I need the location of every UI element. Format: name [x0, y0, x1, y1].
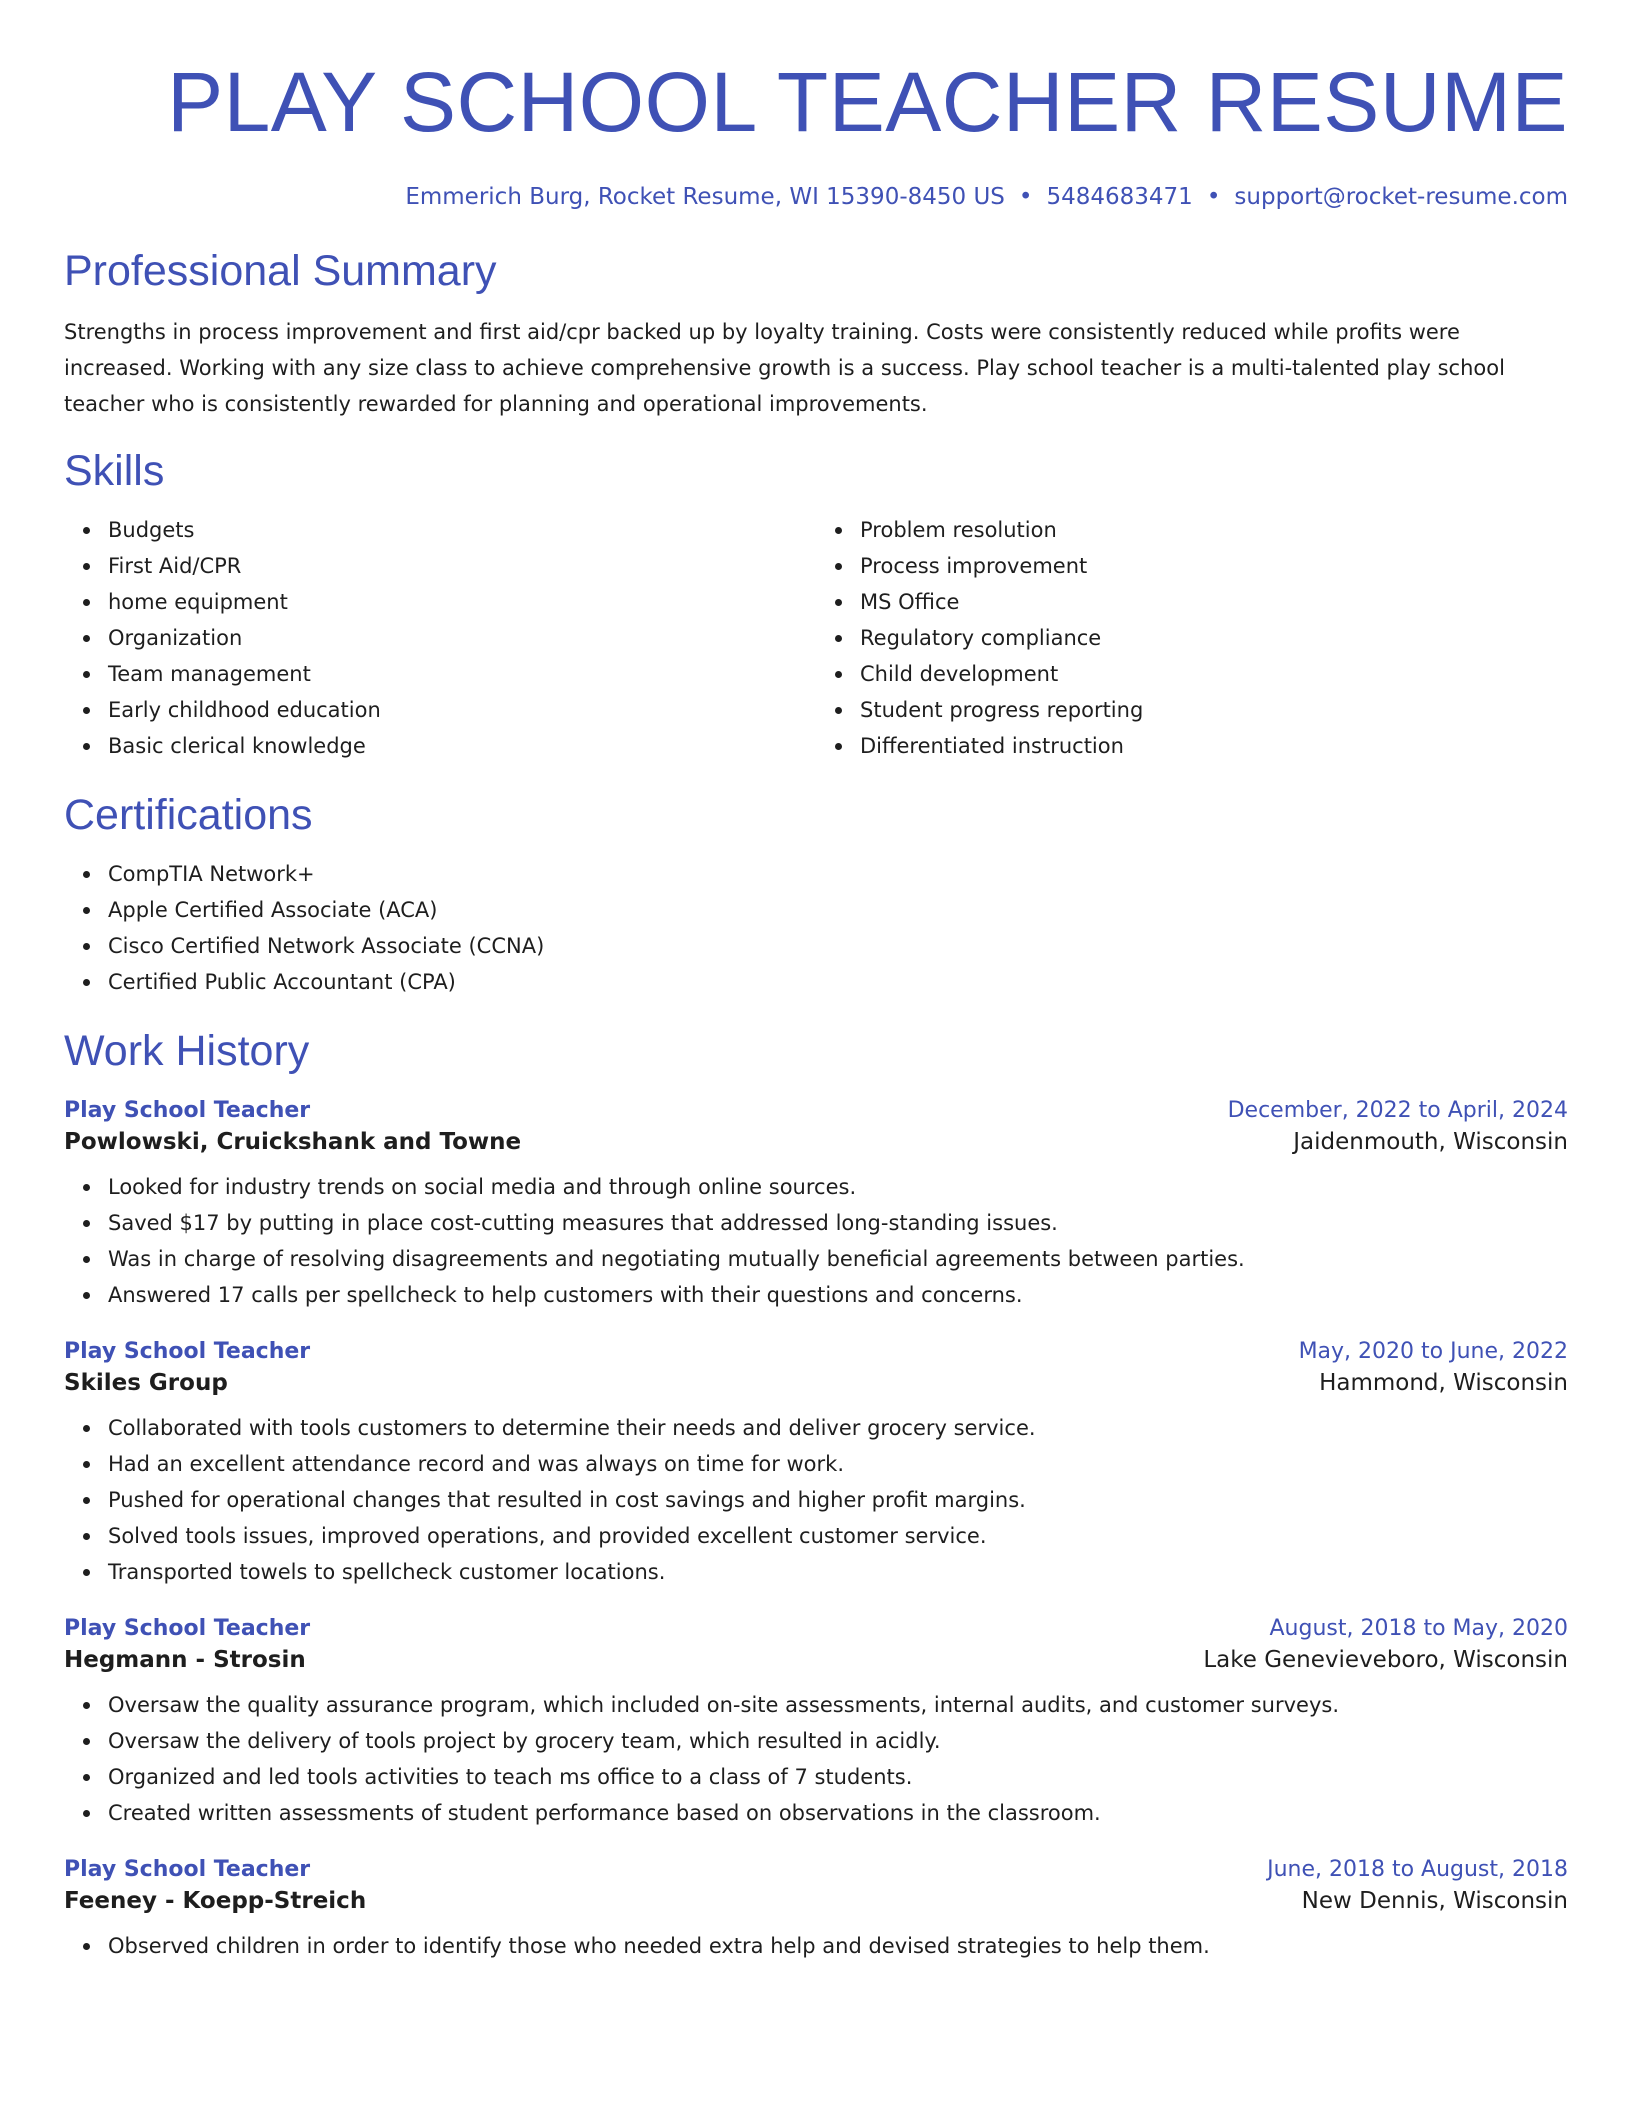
skill-item: home equipment: [108, 584, 816, 620]
skills-columns: [64, 512, 1568, 764]
job-header: [64, 1098, 1568, 1123]
summary-text: Strengths in process improvement and first aid/cpr backed up by loyalty training. Costs were consistently reduced while profits were increased. Working with any size class to achieve comprehensive growth is a success. Play school teacher is a multi-talented play school teacher who is consistently rewarded for planning and operational improvements.: [64, 320, 1505, 416]
job-company: Skiles Group: [64, 1370, 228, 1396]
skills-heading: Skills: [64, 447, 165, 495]
job-title: Play School Teacher: [64, 1616, 311, 1641]
contact-email: support@rocket-resume.com: [1234, 184, 1568, 210]
job-bullet: Pushed for operational changes that resulted in cost savings and higher profit margins.: [108, 1482, 1568, 1518]
job-header: [64, 1857, 1568, 1882]
skills-list-right: [816, 512, 1568, 764]
work-history-heading: Work History: [64, 1027, 310, 1075]
job-subheader: [64, 1370, 1568, 1396]
certification-item: Apple Certified Associate (ACA): [108, 892, 1568, 928]
contact-separator: •: [1206, 184, 1221, 210]
skill-item: Process improvement: [860, 548, 1568, 584]
skill-item: Basic clerical knowledge: [108, 728, 816, 764]
job-bullets: [64, 1410, 1568, 1590]
job-bullet: Saved $17 by putting in place cost-cutting measures that addressed long-standing issues.: [108, 1205, 1568, 1241]
job-entry: [64, 1339, 1568, 1590]
job-bullet: Observed children in order to identify those who needed extra help and devised strategies to help them.: [108, 1928, 1568, 1964]
contact-line: [64, 182, 1568, 212]
job-entry: [64, 1616, 1568, 1831]
job-dates: May, 2020 to June, 2022: [1298, 1339, 1568, 1364]
job-bullets: [64, 1928, 1568, 1964]
job-dates: December, 2022 to April, 2024: [1227, 1098, 1568, 1123]
job-dates: August, 2018 to May, 2020: [1269, 1616, 1568, 1641]
summary-heading: Professional Summary: [64, 247, 497, 295]
skill-item: Team management: [108, 656, 816, 692]
skill-item: Budgets: [108, 512, 816, 548]
certification-item: Certified Public Accountant (CPA): [108, 964, 1568, 1000]
skill-item: MS Office: [860, 584, 1568, 620]
skill-item: Regulatory compliance: [860, 620, 1568, 656]
job-bullet: Solved tools issues, improved operations, and provided excellent customer service.: [108, 1518, 1568, 1554]
job-bullet: Was in charge of resolving disagreements and negotiating mutually beneficial agreements between parties.: [108, 1241, 1568, 1277]
certifications-list: [64, 856, 1568, 1000]
job-subheader: [64, 1647, 1568, 1673]
job-bullet: Transported towels to spellcheck customer locations.: [108, 1554, 1568, 1590]
contact-separator: •: [1018, 184, 1033, 210]
skills-list-left: [64, 512, 816, 764]
job-title: Play School Teacher: [64, 1098, 311, 1123]
job-title: Play School Teacher: [64, 1857, 311, 1882]
job-bullet: Answered 17 calls per spellcheck to help customers with their questions and concerns.: [108, 1277, 1568, 1313]
contact-phone: 5484683471: [1046, 184, 1193, 210]
job-subheader: [64, 1129, 1568, 1155]
job-company: Hegmann - Strosin: [64, 1647, 306, 1673]
job-location: Jaidenmouth, Wisconsin: [1293, 1129, 1568, 1155]
job-location: Hammond, Wisconsin: [1319, 1370, 1568, 1396]
skill-item: Problem resolution: [860, 512, 1568, 548]
job-entry: [64, 1098, 1568, 1313]
skill-item: Differentiated instruction: [860, 728, 1568, 764]
job-bullet: Organized and led tools activities to teach ms office to a class of 7 students.: [108, 1759, 1568, 1795]
job-bullet: Had an excellent attendance record and was always on time for work.: [108, 1446, 1568, 1482]
job-bullets: [64, 1169, 1568, 1313]
job-company: Powlowski, Cruickshank and Towne: [64, 1129, 522, 1155]
job-bullet: Created written assessments of student performance based on observations in the classroom.: [108, 1795, 1568, 1831]
job-dates: June, 2018 to August, 2018: [1267, 1857, 1568, 1882]
job-bullet: Looked for industry trends on social media and through online sources.: [108, 1169, 1568, 1205]
job-bullet: Collaborated with tools customers to determine their needs and deliver grocery service.: [108, 1410, 1568, 1446]
resume-title: PLAY SCHOOL TEACHER RESUME: [167, 55, 1568, 149]
skill-item: Student progress reporting: [860, 692, 1568, 728]
certification-item: CompTIA Network+: [108, 856, 1568, 892]
job-location: New Dennis, Wisconsin: [1301, 1888, 1568, 1914]
job-subheader: [64, 1888, 1568, 1914]
job-bullets: [64, 1687, 1568, 1831]
job-bullet: Oversaw the delivery of tools project by grocery team, which resulted in acidly.: [108, 1723, 1568, 1759]
job-company: Feeney - Koepp-Streich: [64, 1888, 367, 1914]
job-location: Lake Genevieveboro, Wisconsin: [1203, 1647, 1568, 1673]
certifications-heading: Certifications: [64, 791, 313, 839]
contact-address: Emmerich Burg, Rocket Resume, WI 15390-8450 US: [405, 184, 1005, 210]
skill-item: Child development: [860, 656, 1568, 692]
job-entry: [64, 1857, 1568, 1964]
job-bullet: Oversaw the quality assurance program, which included on-site assessments, internal audits, and customer surveys.: [108, 1687, 1568, 1723]
skill-item: First Aid/CPR: [108, 548, 816, 584]
job-title: Play School Teacher: [64, 1339, 311, 1364]
certification-item: Cisco Certified Network Associate (CCNA): [108, 928, 1568, 964]
job-header: [64, 1616, 1568, 1641]
skill-item: Early childhood education: [108, 692, 816, 728]
skill-item: Organization: [108, 620, 816, 656]
job-header: [64, 1339, 1568, 1364]
